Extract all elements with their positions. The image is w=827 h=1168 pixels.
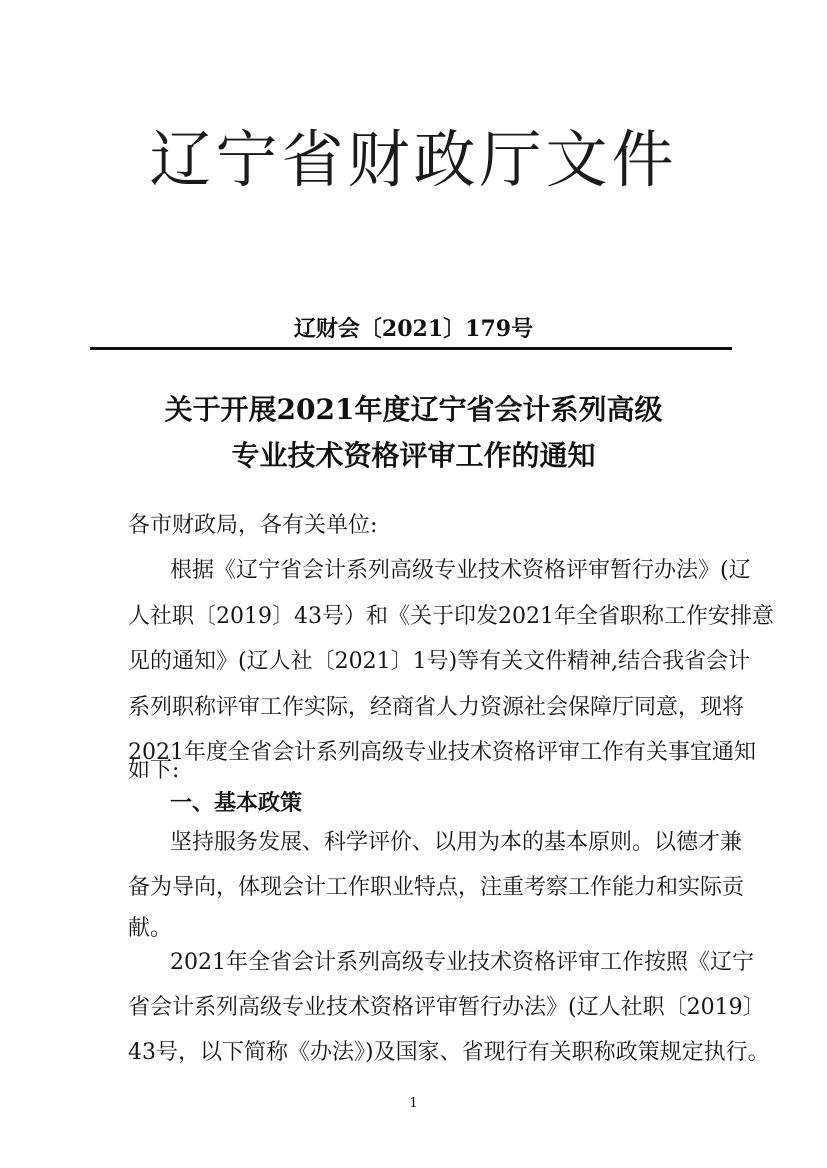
paragraph-3-line: 43号，以下简称《办法》)及国家、省现行有关职称政策规定执行。 bbox=[128, 1040, 770, 1065]
paragraph-1-line: 如下: bbox=[128, 758, 180, 783]
header-divider bbox=[90, 347, 732, 350]
notice-title bbox=[0, 387, 827, 479]
paragraph-1-line: 2021年度全省会计系列高级专业技术资格评审工作有关事宜通知 bbox=[128, 740, 756, 765]
document-header-title: 辽宁省财政厅文件 bbox=[149, 123, 678, 196]
paragraph-1-line: 系列职称评审工作实际，经商省人力资源社会保障厅同意，现将 bbox=[128, 695, 745, 720]
paragraph-2-line: 献。 bbox=[128, 916, 173, 941]
paragraph-1-line: 见的通知》(辽人社〔2021〕1号)等有关文件精神,结合我省会计 bbox=[128, 649, 751, 674]
paragraph-3-line: 省会计系列高级专业技术资格评审暂行办法》(辽人社职〔2019〕 bbox=[128, 995, 765, 1020]
document-number: 辽财会〔2021〕179号 bbox=[293, 316, 534, 342]
notice-title-line-1: 关于开展2021年度辽宁省会计系列高级 bbox=[164, 393, 663, 426]
salutation: 各市财政局，各有关单位: bbox=[128, 513, 378, 538]
paragraph-2-line: 坚持服务发展、科学评价、以用为本的基本原则。以德才兼 bbox=[170, 830, 743, 855]
paragraph-3-line: 2021年全省会计系列高级专业技术资格评审工作按照《辽宁 bbox=[170, 950, 754, 975]
notice-title-line-2: 专业技术资格评审工作的通知 bbox=[231, 439, 596, 472]
paragraph-2-line: 备为导向，体现会计工作职业特点，注重考察工作能力和实际贡 bbox=[128, 875, 745, 900]
paragraph-1-line: 根据《辽宁省会计系列高级专业技术资格评审暂行办法》(辽 bbox=[170, 558, 751, 583]
section-1-heading: 一、基本政策 bbox=[170, 790, 303, 816]
page-number: 1 bbox=[409, 1096, 418, 1111]
paragraph-1-line: 人社职〔2019〕43号）和《关于印发2021年全省职称工作安排意 bbox=[128, 604, 774, 629]
